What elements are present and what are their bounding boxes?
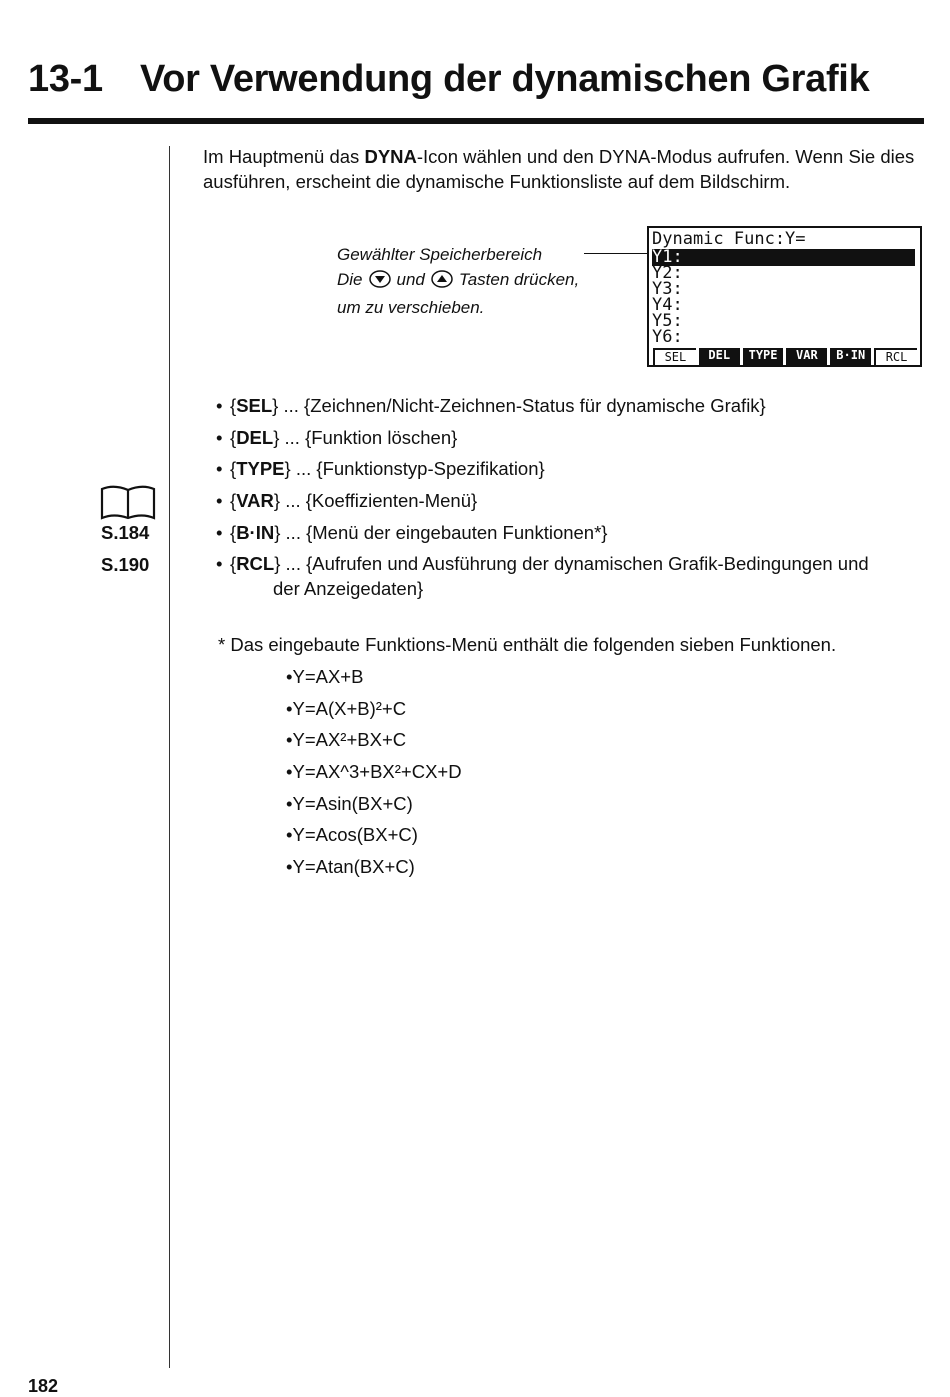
list-item: • {TYPE} ... {Funktionstyp-Spezifikation} — [216, 456, 928, 481]
list-item: •Y=Asin(BX+C) — [286, 792, 413, 814]
fkey-rcl: RCL — [874, 348, 917, 365]
intro-dyna-keyword: DYNA — [364, 146, 417, 167]
screen-caption — [337, 242, 579, 320]
calculator-screen — [647, 226, 922, 367]
list-item: • {SEL} ... {Zeichnen/Nicht-Zeichnen-Status für dynamische Grafik} — [216, 393, 928, 418]
intro-paragraph — [203, 144, 928, 194]
list-item: •Y=Atan(BX+C) — [286, 856, 415, 878]
margin-divider — [169, 146, 170, 1368]
function-key-bar — [653, 348, 917, 365]
section-heading — [28, 58, 869, 101]
screen-row-y4: Y4: — [652, 295, 683, 315]
intro-text-end: -Icon wählen und den DYNA-Modus aufrufen. Wenn Sie dies ausführen, erscheint die dynamische Funktionsliste auf dem Bildschirm. — [203, 146, 915, 192]
section-title: Vor Verwendung der dynamischen Grafik — [140, 58, 870, 100]
fkey-var: VAR — [786, 348, 827, 365]
list-item: •Y=AX²+BX+C — [286, 729, 407, 751]
caption-line-1: Gewählter Speicherbereich — [337, 245, 543, 264]
list-item: •Y=Acos(BX+C) — [286, 824, 418, 846]
screen-row-y1-selected: Y1: — [652, 249, 915, 266]
footnote: * Das eingebaute Funktions-Menü enthält die folgenden sieben Funktionen. — [218, 634, 837, 655]
screen-title: Dynamic Func:Y= — [652, 229, 806, 249]
section-number: 13-1 — [28, 58, 103, 100]
list-item: •Y=A(X+B)²+C — [286, 697, 407, 719]
caption-leader-line — [584, 253, 648, 254]
page-number: 182 — [28, 1376, 59, 1396]
screen-row-y2: Y2: — [652, 263, 683, 283]
builtin-function-list — [286, 664, 462, 886]
list-item: •Y=AX+B — [286, 666, 364, 687]
page-reference-190: S.190 — [101, 554, 150, 575]
fkey-del: DEL — [699, 348, 740, 365]
up-arrow-key-icon — [431, 270, 453, 295]
list-item: • {RCL} ... {Aufrufen und Ausführung der dynamischen Grafik-Bedingungen und der Anzeigedaten} — [216, 551, 928, 601]
screen-row-y3: Y3: — [652, 279, 683, 299]
function-key-list — [216, 393, 928, 608]
fkey-type: TYPE — [743, 348, 784, 365]
fkey-b-in: B·IN — [830, 348, 871, 365]
heading-rule — [28, 118, 924, 124]
down-arrow-key-icon — [369, 270, 391, 295]
caption-line-3: um zu verschieben. — [337, 298, 485, 317]
screen-row-y5: Y5: — [652, 311, 683, 331]
list-item: • {VAR} ... {Koeffizienten-Menü} — [216, 488, 928, 513]
book-reference-icon — [99, 483, 157, 526]
page-reference-184: S.184 — [101, 522, 150, 543]
screen-row-y6: Y6: — [652, 327, 683, 347]
caption-line-2: Die und Tasten drücken, — [337, 267, 579, 295]
list-item: • {B·IN} ... {Menü der eingebauten Funktionen*} — [216, 520, 928, 545]
list-item: • {DEL} ... {Funktion löschen} — [216, 425, 928, 450]
list-item: •Y=AX^3+BX²+CX+D — [286, 761, 462, 783]
fkey-sel: SEL — [653, 348, 696, 365]
intro-text-start: Im Hauptmenü das — [203, 146, 365, 167]
